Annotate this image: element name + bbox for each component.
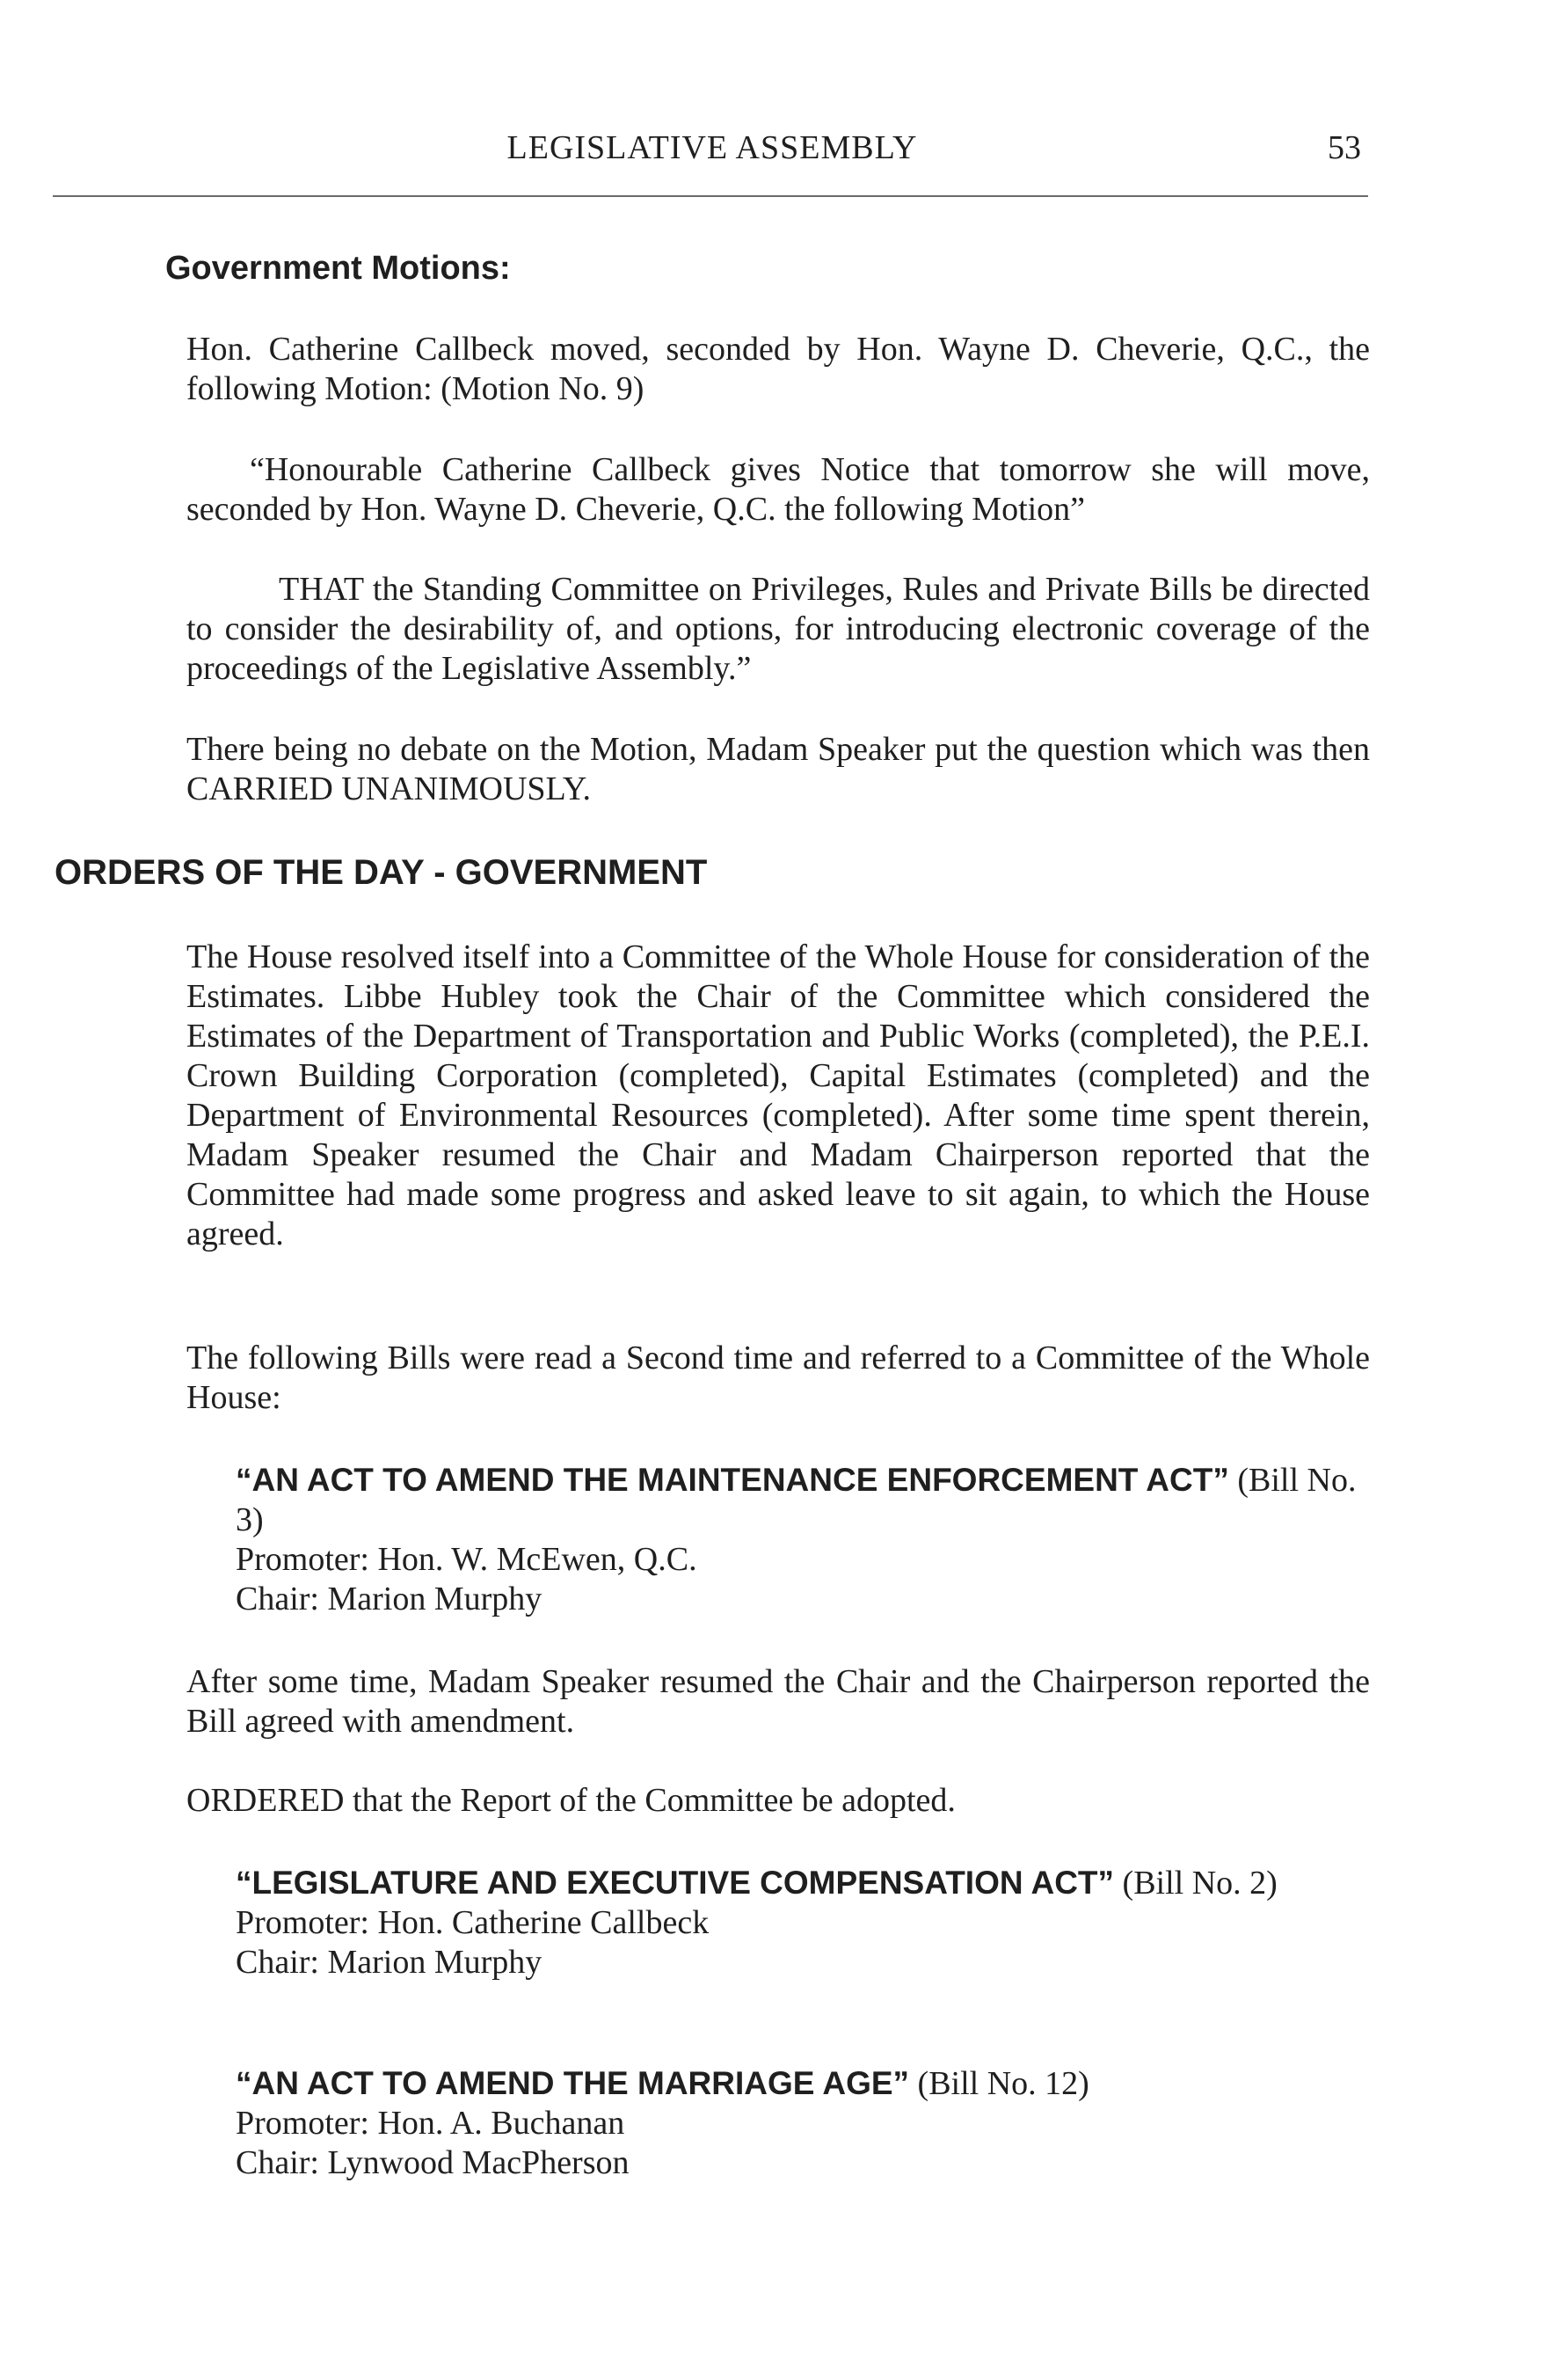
- paragraph: There being no debate on the Motion, Madam Speaker put the question which was then CARRIED UNANIMOUSLY.: [186, 731, 1370, 807]
- bill-number: (Bill No. 2): [1122, 1865, 1278, 1902]
- page-number: 53: [1328, 129, 1361, 166]
- header-rule: [53, 195, 1368, 197]
- paragraph: The House resolved itself into a Committee of the Whole House for consideration of the Estimates. Libbe Hubley took the Chair of the Committee which considered the Estimates of the Department of Transportation and Public Works (completed), the P.E.I. Crown Building Corporation (completed), Capital Estimates (completed) and the Department of Environmental Resources (completed). After some time spent therein, Madam Speaker resumed the Chair and Madam Chairperson reported that the Committee had made some progress and asked leave to sit again, to which the House agreed.: [186, 938, 1370, 1252]
- bill-chair: Chair: Marion Murphy: [236, 1944, 542, 1981]
- bill-title: “AN ACT TO AMEND THE MARRIAGE AGE”: [236, 2065, 910, 2101]
- section-heading-orders-of-the-day: ORDERS OF THE DAY - GOVERNMENT: [55, 853, 708, 892]
- section-heading-government-motions: Government Motions:: [165, 250, 511, 287]
- paragraph: ORDERED that the Report of the Committee be adopted.: [186, 1782, 956, 1819]
- paragraph: Hon. Catherine Callbeck moved, seconded by Hon. Wayne D. Cheverie, Q.C., the following Motion: (Motion No. 9): [186, 331, 1370, 407]
- bill-number: (Bill No. 3): [236, 1462, 1357, 1538]
- bill-promoter: Promoter: Hon. Catherine Callbeck: [236, 1904, 710, 1941]
- paragraph: “Honourable Catherine Callbeck gives Notice that tomorrow she will move, seconded by Hon. Wayne D. Cheverie, Q.C. the following Motion”: [186, 451, 1370, 528]
- bill-chair: Chair: Marion Murphy: [236, 1581, 542, 1617]
- bill-entry: [236, 1863, 1370, 1982]
- bill-title: “AN ACT TO AMEND THE MAINTENANCE ENFORCEMENT ACT”: [236, 1462, 1229, 1498]
- bill-chair: Chair: Lynwood MacPherson: [236, 2144, 630, 2181]
- bill-promoter: Promoter: Hon. A. Buchanan: [236, 2105, 625, 2142]
- running-title: LEGISLATIVE ASSEMBLY: [506, 129, 918, 166]
- bill-entry: [236, 1460, 1370, 1619]
- paragraph: The following Bills were read a Second time and referred to a Committee of the Whole House:: [186, 1340, 1370, 1416]
- paragraph: THAT the Standing Committee on Privileges, Rules and Private Bills be directed to consider the desirability of, and options, for introducing electronic coverage of the proceedings of the Legislative Assembly.”: [186, 571, 1370, 687]
- bill-title: “LEGISLATURE AND EXECUTIVE COMPENSATION ACT”: [236, 1865, 1115, 1901]
- bill-entry: [236, 2063, 1370, 2183]
- paragraph: After some time, Madam Speaker resumed the Chair and the Chairperson reported the Bill agreed with amendment.: [186, 1663, 1370, 1740]
- bill-number: (Bill No. 12): [917, 2065, 1089, 2102]
- bill-promoter: Promoter: Hon. W. McEwen, Q.C.: [236, 1541, 697, 1578]
- page-header: [53, 121, 1372, 174]
